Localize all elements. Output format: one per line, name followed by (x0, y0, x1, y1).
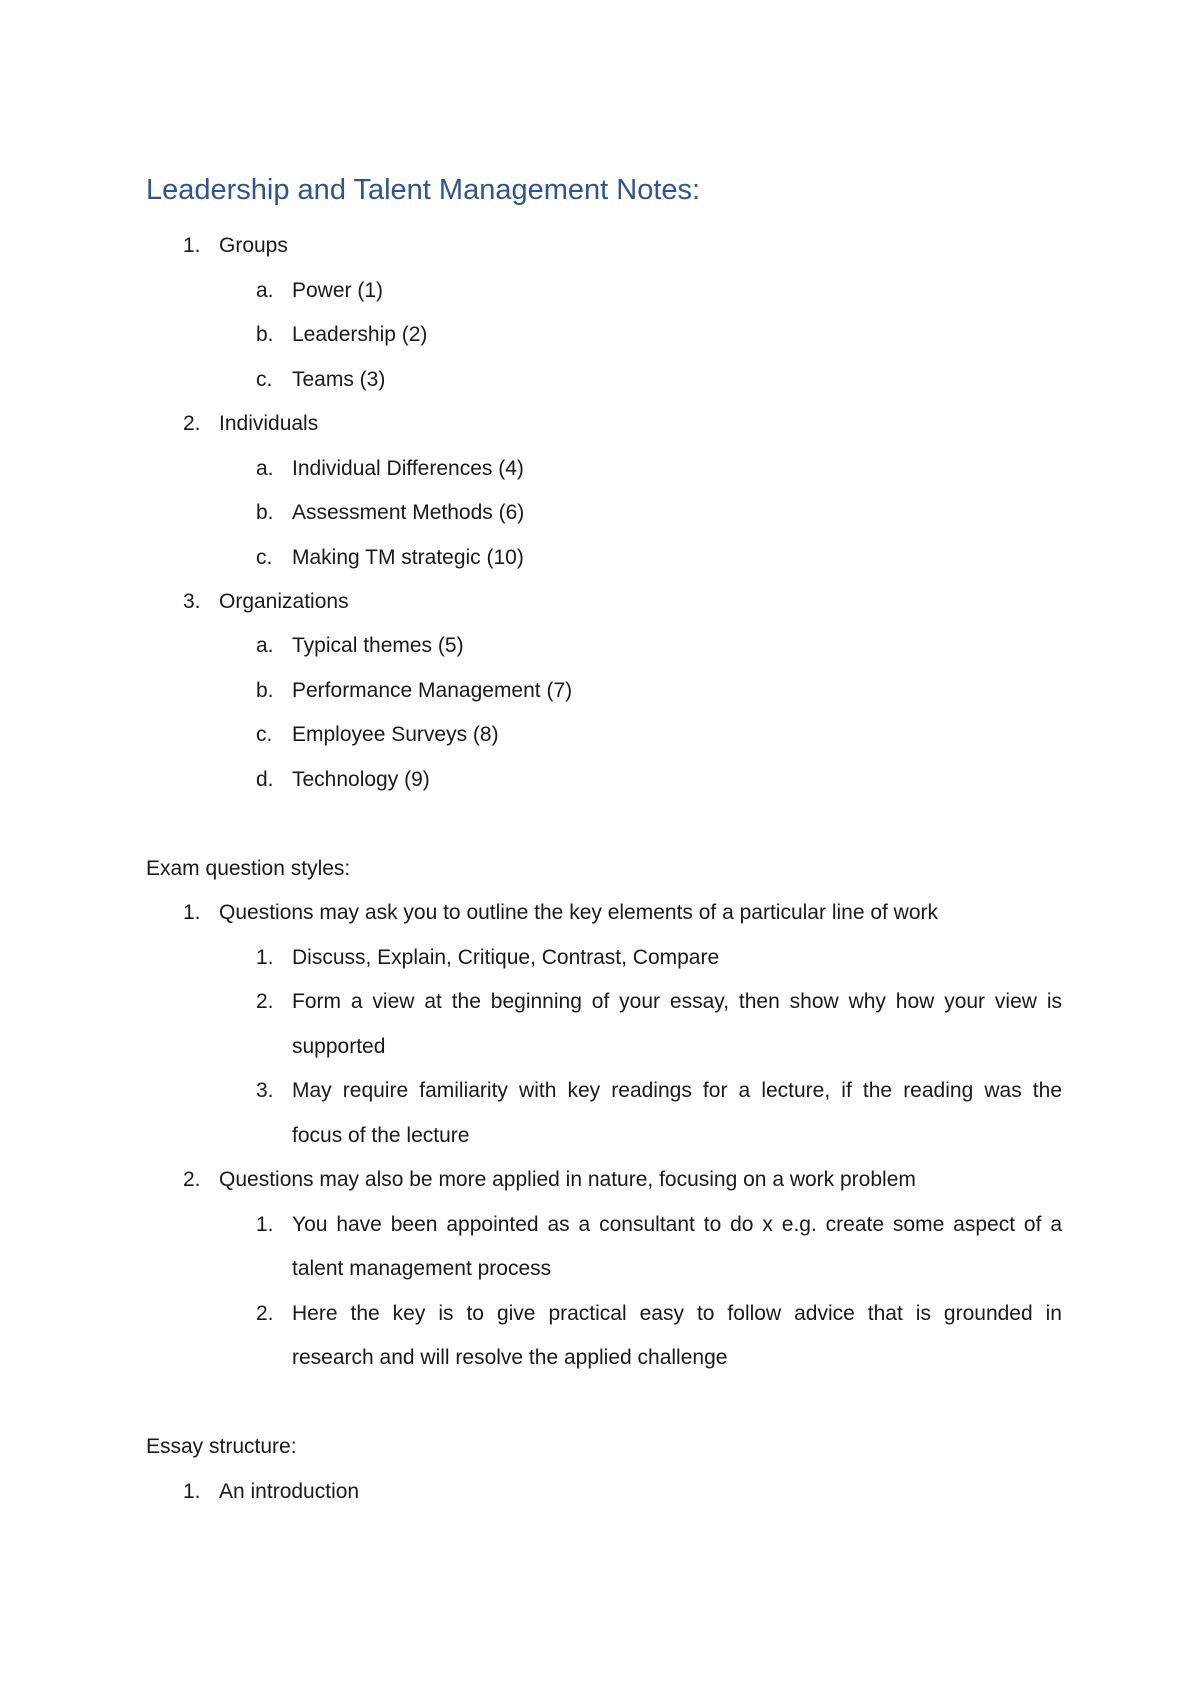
list-label: Individuals (219, 412, 319, 435)
list-label: Groups (219, 234, 288, 257)
list-letter: b. (256, 679, 274, 702)
list-number: 2. (183, 1168, 201, 1191)
list-label-continued: research and will resolve the applied challenge (292, 1346, 728, 1369)
list-number: 2. (256, 990, 274, 1013)
list-label-continued: supported (292, 1035, 386, 1058)
list-label: Power (1) (292, 279, 384, 302)
list-number: 1. (256, 946, 274, 969)
list-number: 2. (183, 412, 201, 435)
section-heading: Essay structure: (146, 1435, 297, 1458)
list-label: Leadership (2) (292, 323, 428, 346)
list-label: Technology (9) (292, 768, 430, 791)
list-letter: b. (256, 501, 274, 524)
list-label: Teams (3) (292, 368, 386, 391)
list-letter: c. (256, 546, 273, 569)
list-label: Making TM strategic (10) (292, 546, 524, 569)
section-heading: Exam question styles: (146, 857, 351, 880)
list-label: May require familiarity with key readings for a lecture, if the reading was the (292, 1079, 1062, 1102)
list-number: 3. (256, 1079, 274, 1102)
list-number: 3. (183, 590, 201, 613)
list-label: Typical themes (5) (292, 634, 464, 657)
list-label: Individual Differences (4) (292, 457, 524, 480)
list-label: Organizations (219, 590, 349, 613)
list-letter: b. (256, 323, 274, 346)
list-letter: a. (256, 634, 274, 657)
document-title: Leadership and Talent Management Notes: (146, 174, 701, 206)
list-letter: c. (256, 368, 273, 391)
list-label: Discuss, Explain, Critique, Contrast, Compare (292, 946, 720, 969)
list-label: Employee Surveys (8) (292, 723, 499, 746)
list-label-continued: focus of the lecture (292, 1124, 470, 1147)
list-number: 1. (183, 1480, 201, 1503)
list-label: Questions may ask you to outline the key elements of a particular line of work (219, 901, 939, 924)
list-letter: a. (256, 279, 274, 302)
list-label: Here the key is to give practical easy to follow advice that is grounded in (292, 1302, 1062, 1325)
list-number: 1. (183, 234, 201, 257)
list-label: Performance Management (7) (292, 679, 573, 702)
list-label: You have been appointed as a consultant to do x e.g. create some aspect of a (292, 1213, 1062, 1236)
list-letter: a. (256, 457, 274, 480)
list-label: Form a view at the beginning of your essay, then show why how your view is (292, 990, 1062, 1013)
list-letter: d. (256, 768, 274, 791)
list-label-continued: talent management process (292, 1257, 552, 1280)
list-letter: c. (256, 723, 273, 746)
list-number: 1. (256, 1213, 274, 1236)
list-number: 2. (256, 1302, 274, 1325)
list-number: 1. (183, 901, 201, 924)
list-label: Questions may also be more applied in nature, focusing on a work problem (219, 1168, 916, 1191)
list-label: An introduction (219, 1480, 360, 1503)
list-label: Assessment Methods (6) (292, 501, 525, 524)
